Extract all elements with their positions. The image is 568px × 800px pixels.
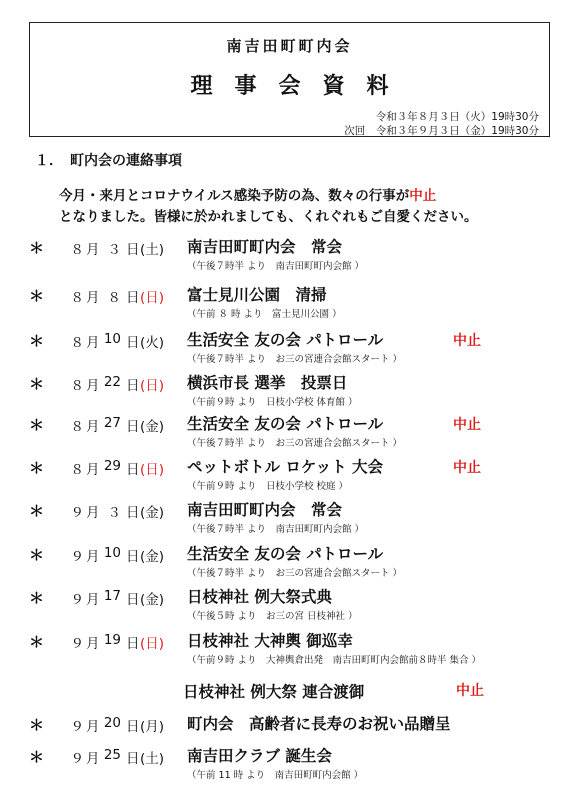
event-row	[0, 455, 568, 495]
event-name: 南吉田町町内会 常会	[187, 238, 343, 256]
event-row	[0, 585, 568, 625]
event-name: ペットボトル ロケット 大会	[187, 458, 384, 476]
event-day: 29	[103, 458, 121, 474]
event-month-label: 月	[86, 636, 100, 652]
event-row	[0, 283, 568, 323]
event-row	[0, 412, 568, 452]
event-month-label: 月	[86, 378, 100, 394]
extra-event-name: 日枝神社 例大祭 連合渡御	[183, 683, 365, 701]
event-month-label: 月	[86, 751, 100, 767]
event-name: 南吉田町町内会 常会	[187, 501, 343, 519]
notice-line-2: となりました。皆様に於かれましても、くれぐれもご自愛ください。	[59, 209, 478, 225]
event-day-label: 日	[126, 335, 140, 351]
event-row	[0, 328, 568, 368]
event-name: 町内会 高齢者に長寿のお祝い品贈呈	[187, 715, 451, 733]
bullet-icon: ＊	[29, 716, 45, 734]
bullet-icon: ＊	[29, 502, 45, 520]
event-name: 生活安全 友の会 パトロール	[187, 545, 384, 563]
event-detail: （午後７時半 より 南吉田町町内会館 ）	[187, 524, 365, 535]
event-month: ８	[70, 378, 84, 394]
event-day: ８	[107, 290, 121, 306]
event-month: ８	[70, 242, 84, 258]
event-weekday: (日)	[140, 290, 165, 306]
notice-cancel-word: 中止	[409, 188, 437, 204]
event-month-label: 月	[86, 549, 100, 565]
event-month-label: 月	[86, 242, 100, 258]
next-meeting-date: 次回 令和３年９月３日（金）19時30分	[344, 125, 539, 137]
event-month-label: 月	[86, 290, 100, 306]
event-detail: （午前 ８ 時 より 富士見川公園 ）	[187, 309, 342, 320]
event-day: 20	[103, 715, 121, 731]
event-detail: （午後５時 より お三の宮 日枝神社 ）	[187, 611, 358, 622]
bullet-icon: ＊	[29, 633, 45, 651]
event-month: ９	[70, 751, 84, 767]
event-day: ３	[107, 505, 121, 521]
header-box	[29, 22, 550, 137]
bullet-icon: ＊	[29, 287, 45, 305]
event-day-label: 日	[126, 592, 140, 608]
event-day-label: 日	[126, 636, 140, 652]
event-detail: （午前９時 より 日枝小学校 体育館 ）	[187, 397, 358, 408]
event-row	[0, 371, 568, 411]
event-weekday: (日)	[140, 378, 165, 394]
event-detail: （午後７時半 より お三の宮連合会館スタート ）	[187, 438, 403, 449]
event-day: ３	[107, 242, 121, 258]
event-month: ９	[70, 505, 84, 521]
event-row	[0, 629, 568, 669]
bullet-icon: ＊	[29, 589, 45, 607]
bullet-icon: ＊	[29, 546, 45, 564]
notice-line-1	[59, 184, 436, 204]
event-weekday: (火)	[140, 335, 165, 351]
event-detail: （午後７時半 より お三の宮連合会館スタート ）	[187, 568, 403, 579]
event-day: 27	[103, 415, 121, 431]
event-month: ８	[70, 419, 84, 435]
event-month: ９	[70, 549, 84, 565]
event-day: 10	[103, 331, 121, 347]
event-month: ９	[70, 719, 84, 735]
event-detail: （午前９時 より 大神輿倉出発 南吉田町町内会館前８時半 集合 ）	[187, 655, 482, 666]
event-month-label: 月	[86, 719, 100, 735]
notice-line-1-text: 今月・来月とコロナウイルス感染予防の為、数々の行事が	[59, 188, 410, 204]
event-month: ９	[70, 592, 84, 608]
event-detail: （午後７時半 より 南吉田町町内会館 ）	[187, 261, 365, 272]
event-row	[0, 235, 568, 275]
event-row	[0, 542, 568, 582]
event-cancel-badge: 中止	[453, 417, 481, 433]
event-row	[0, 498, 568, 538]
event-detail: （午前９時 より 日枝小学校 校庭 ）	[187, 481, 349, 492]
event-weekday: (金)	[140, 549, 165, 565]
event-month-label: 月	[86, 462, 100, 478]
event-name: 生活安全 友の会 パトロール	[187, 331, 384, 349]
event-name: 富士見川公園 清掃	[187, 286, 327, 304]
event-day: 19	[103, 632, 121, 648]
event-month-label: 月	[86, 335, 100, 351]
event-weekday: (土)	[140, 242, 165, 258]
event-weekday: (金)	[140, 592, 165, 608]
event-name: 横浜市長 選挙 投票日	[187, 374, 348, 392]
event-day: 22	[103, 374, 121, 390]
event-month-label: 月	[86, 592, 100, 608]
meeting-date: 令和３年８月３日（火）19時30分	[375, 111, 539, 123]
event-day-label: 日	[126, 462, 140, 478]
event-name: 日枝神社 例大祭式典	[187, 588, 332, 606]
page-title: 理事会資料	[190, 74, 411, 99]
event-month-label: 月	[86, 419, 100, 435]
event-cancel-badge: 中止	[453, 333, 481, 349]
event-day: 25	[103, 747, 121, 763]
event-name: 日枝神社 大神輿 御巡幸	[187, 632, 353, 650]
event-weekday: (月)	[140, 719, 165, 735]
event-day-label: 日	[126, 290, 140, 306]
bullet-icon: ＊	[29, 239, 45, 257]
event-day-label: 日	[126, 751, 140, 767]
event-month-label: 月	[86, 505, 100, 521]
event-day-label: 日	[126, 378, 140, 394]
event-cancel-badge: 中止	[453, 460, 481, 476]
event-day-label: 日	[126, 719, 140, 735]
event-weekday: (日)	[140, 636, 165, 652]
event-weekday: (日)	[140, 462, 165, 478]
event-month: ９	[70, 636, 84, 652]
event-weekday: (金)	[140, 505, 165, 521]
event-month: ８	[70, 462, 84, 478]
bullet-icon: ＊	[29, 332, 45, 350]
event-detail: （午後７時半 より お三の宮連合会館スタート ）	[187, 354, 403, 365]
event-day-label: 日	[126, 505, 140, 521]
event-day: 10	[103, 545, 121, 561]
event-name: 南吉田クラブ 誕生会	[187, 747, 332, 765]
event-day-label: 日	[126, 419, 140, 435]
bullet-icon: ＊	[29, 416, 45, 434]
org-name: 南吉田町町内会	[226, 37, 353, 55]
event-weekday: (土)	[140, 751, 165, 767]
event-detail: （午前 11 時 より 南吉田町町内会館 ）	[187, 770, 364, 781]
event-day-label: 日	[126, 242, 140, 258]
bullet-icon: ＊	[29, 748, 45, 766]
event-name: 生活安全 友の会 パトロール	[187, 415, 384, 433]
bullet-icon: ＊	[29, 459, 45, 477]
event-row	[0, 744, 568, 784]
section-heading: １． 町内会の連絡事項	[35, 153, 182, 169]
event-weekday: (金)	[140, 419, 165, 435]
extra-event-cancel-badge: 中止	[456, 683, 484, 699]
bullet-icon: ＊	[29, 375, 45, 393]
event-day: 17	[103, 588, 121, 604]
event-day-label: 日	[126, 549, 140, 565]
event-month: ８	[70, 290, 84, 306]
event-month: ８	[70, 335, 84, 351]
